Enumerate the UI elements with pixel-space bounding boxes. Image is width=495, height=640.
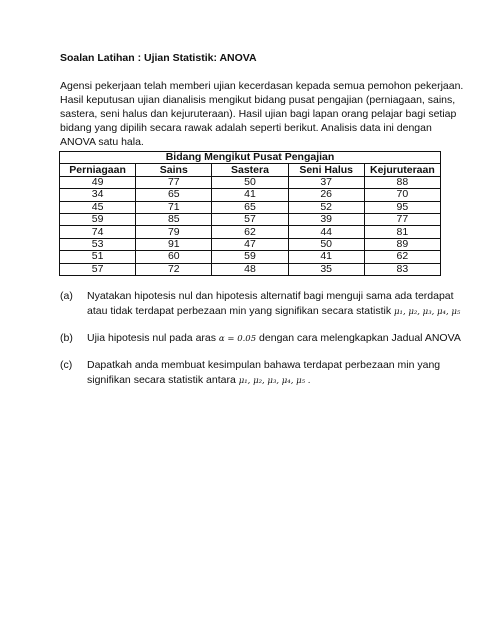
question-body [87,289,461,319]
table-cell: 72 [136,263,212,275]
table-cell: 59 [60,213,136,225]
table-cell: 34 [60,189,136,201]
question-text: dengan cara melengkapkan Jadual ANOVA [259,332,461,344]
page-title: Soalan Latihan : Ujian Statistik: ANOVA [60,52,257,64]
table-cell: 51 [60,251,136,263]
table-cell: 71 [136,201,212,213]
question-line [87,304,461,320]
table-row [60,226,441,238]
question-body [87,358,447,388]
table-cell: 35 [288,263,364,275]
question-text: signifikan secara statistik antara [87,373,236,386]
table-row [60,201,441,213]
table-cell: 41 [212,189,288,201]
table-cell: 81 [364,226,440,238]
intro-line: sastera, seni halus dan kejuruteraan). Hasil ujian bagi lapan orang pelajar bagi setiap [60,108,457,120]
table-cell: 57 [60,263,136,275]
table-cell: 77 [136,176,212,188]
intro-paragraph [60,79,464,149]
table-cell: 44 [288,226,364,238]
table-cell: 74 [60,226,136,238]
table-cell: 57 [212,213,288,225]
table-cell: 26 [288,189,364,201]
question-label: (a) [60,290,73,302]
table-cell: 77 [364,213,440,225]
question-line [87,331,461,347]
table-cell: 83 [364,263,440,275]
question-text: Ujia hipotesis nul pada aras [87,332,216,344]
data-table [59,151,441,276]
column-header: Seni Halus [288,164,364,176]
question-text: atau tidak terdapat perbezaan min yang signifikan secara statistik [87,304,392,317]
table-cell: 85 [136,213,212,225]
question-label: (c) [60,359,73,371]
table-cell: 89 [364,238,440,250]
table-group-header: Bidang Mengikut Pusat Pengajian [60,152,441,164]
question-line [87,373,447,389]
table-cell: 52 [288,201,364,213]
column-header: Sains [136,164,212,176]
table-cell: 79 [136,226,212,238]
table-row [60,251,441,263]
math-expression: α = 0.05 [218,334,257,344]
question-line: Nyatakan hipotesis nul dan hipotesis alternatif bagi menguji sama ada terdapat [87,290,454,302]
question-label: (b) [60,332,73,344]
table-row [60,238,441,250]
table-cell: 91 [136,238,212,250]
table-cell: 65 [212,201,288,213]
table-row [60,176,441,188]
table-cell: 50 [288,238,364,250]
table-cell: 41 [288,251,364,263]
table-cell: 62 [212,226,288,238]
table-cell: 70 [364,189,440,201]
table-cell: 39 [288,213,364,225]
table-cell: 45 [60,201,136,213]
table-cell: 95 [364,201,440,213]
intro-line: Hasil keputusan ujian dianalisis mengikut bidang pusat pengajian (perniagaan, sains, [60,94,456,106]
table-row [60,189,441,201]
intro-line: ANOVA satu hala. [60,136,144,148]
table-cell: 47 [212,238,288,250]
math-expression: μ₁, μ₂, μ₃, μ₄, μ₅ . [238,375,311,386]
table-row [60,213,441,225]
table-cell: 50 [212,176,288,188]
table-cell: 62 [364,251,440,263]
table-cell: 37 [288,176,364,188]
question-body [87,331,461,347]
column-header: Kejuruteraan [364,164,440,176]
math-expression: μ₁, μ₂, μ₃, μ₄, μ₅ [394,306,461,317]
table-cell: 49 [60,176,136,188]
table-cell: 60 [136,251,212,263]
column-header: Perniagaan [60,164,136,176]
table-cell: 48 [212,263,288,275]
table-cell: 53 [60,238,136,250]
column-header: Sastera [212,164,288,176]
table-cell: 65 [136,189,212,201]
intro-line: bidang yang dipilih secara rawak adalah seperti berikut. Analisis data ini dengan [60,122,432,134]
table-cell: 88 [364,176,440,188]
intro-line: Agensi pekerjaan telah memberi ujian kecerdasan kepada semua pemohon pekerjaan. [60,80,464,92]
table-header-row [60,164,441,176]
question-line: Dapatkah anda membuat kesimpulan bahawa terdapat perbezaan min yang [87,359,441,371]
table-cell: 59 [212,251,288,263]
table-row [60,263,441,275]
